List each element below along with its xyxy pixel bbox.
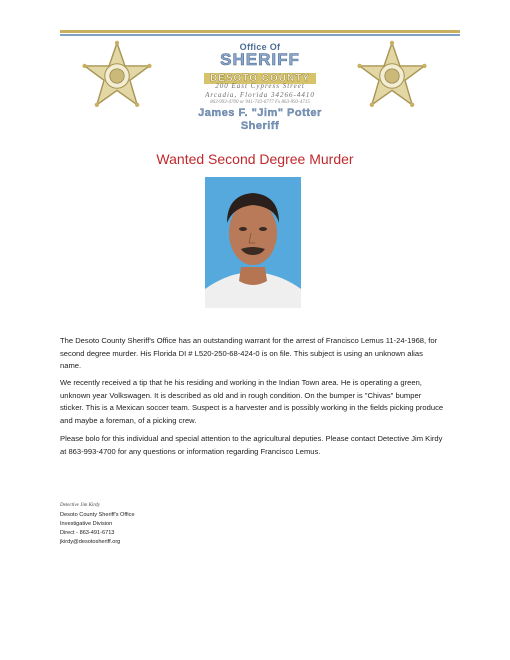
detective-signature: Detective Jim Kirdy bbox=[60, 503, 100, 508]
contact-division: Investigative Division bbox=[60, 521, 113, 527]
letterhead-gold-rule bbox=[60, 30, 460, 33]
contact-direct: Direct - 863-491-6713 bbox=[60, 530, 115, 536]
wanted-headline: Wanted Second Degree Murder bbox=[156, 151, 354, 167]
letterhead-phones: 863-993-4700 or 941-743-6777 Fx 863-993-4715 bbox=[210, 100, 310, 105]
letterhead-office-of: Office Of bbox=[239, 42, 281, 52]
paragraph-warrant: The Desoto County Sheriff's Office has an outstanding warrant for the arrest of Francisco Lemus 11-24-1968, for second degree murder. His Florida DI # L520-250-68-424-0 is on file. This subject is using an unknown alias name. bbox=[60, 336, 438, 370]
letterhead-sheriff: SHERIFF bbox=[220, 50, 300, 69]
letterhead-address: 200 East Cypress Street bbox=[215, 82, 305, 90]
letterhead-city: Arcadia, Florida 34266-4410 bbox=[205, 91, 315, 99]
letterhead-blue-rule bbox=[60, 34, 460, 36]
paragraph-bolo: Please bolo for this individual and special attention to the agricultural deputies. Please contact Detective Jim Kirdy at 863-993-4700 for any questions or information regarding Francisco Lemus. bbox=[60, 434, 443, 456]
suspect-portrait-icon bbox=[205, 177, 301, 308]
sheriff-star-badge-left-icon bbox=[81, 40, 153, 112]
contact-office: Desoto County Sheriff's Office bbox=[60, 512, 135, 518]
paragraph-tip: We recently received a tip that he his residing and working in the Indian Town area. He is operating a green, unknown year Volkswagen. It is described as old and in rough condition. On the bumper is "Chivas" bumper sticker. This is a Mexican soccer team. Suspect is a harvester and is possibly working in the fields picking produce and maybe a foreman, of a picking crew. bbox=[60, 378, 444, 425]
letterhead-county-label: DESOTO COUNTY bbox=[204, 73, 316, 84]
letterhead-sheriff-name: James F. "Jim" Potter bbox=[198, 107, 322, 119]
contact-email: jkirdy@desotosheriff.org bbox=[60, 539, 121, 545]
letterhead-sheriff-title: Sheriff bbox=[240, 120, 280, 132]
suspect-photo bbox=[205, 177, 301, 308]
